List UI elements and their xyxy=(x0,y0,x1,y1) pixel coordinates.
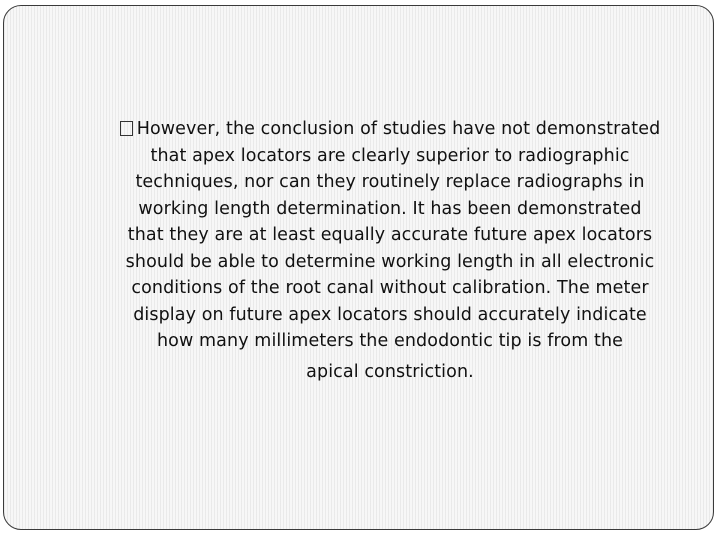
paragraph-line-5: that they are at least equally accurate future apex locators xyxy=(127,225,653,245)
paragraph-line-3: techniques, nor can they routinely replace radiographs in xyxy=(135,172,645,192)
paragraph-line-7: conditions of the root canal without calibration. The meter xyxy=(131,278,649,298)
bullet-paragraph xyxy=(98,116,682,385)
paragraph-line-10: apical constriction. xyxy=(306,361,474,382)
paragraph-line-4: working length determination. It has been demonstrated xyxy=(138,198,642,219)
paragraph-line-8: display on future apex locators should accurately indicate xyxy=(133,304,647,325)
paragraph-line-6: should be able to determine working length in all electronic xyxy=(125,251,655,272)
bullet-box-icon xyxy=(120,121,133,136)
paragraph-line-9: how many millimeters the endodontic tip is from the xyxy=(156,331,624,351)
paragraph-line-1-text: However, the conclusion of studies have not demonstrated xyxy=(136,119,661,139)
paragraph-line-2: that apex locators are clearly superior to radiographic xyxy=(150,145,630,166)
paragraph-line-1 xyxy=(98,116,682,143)
